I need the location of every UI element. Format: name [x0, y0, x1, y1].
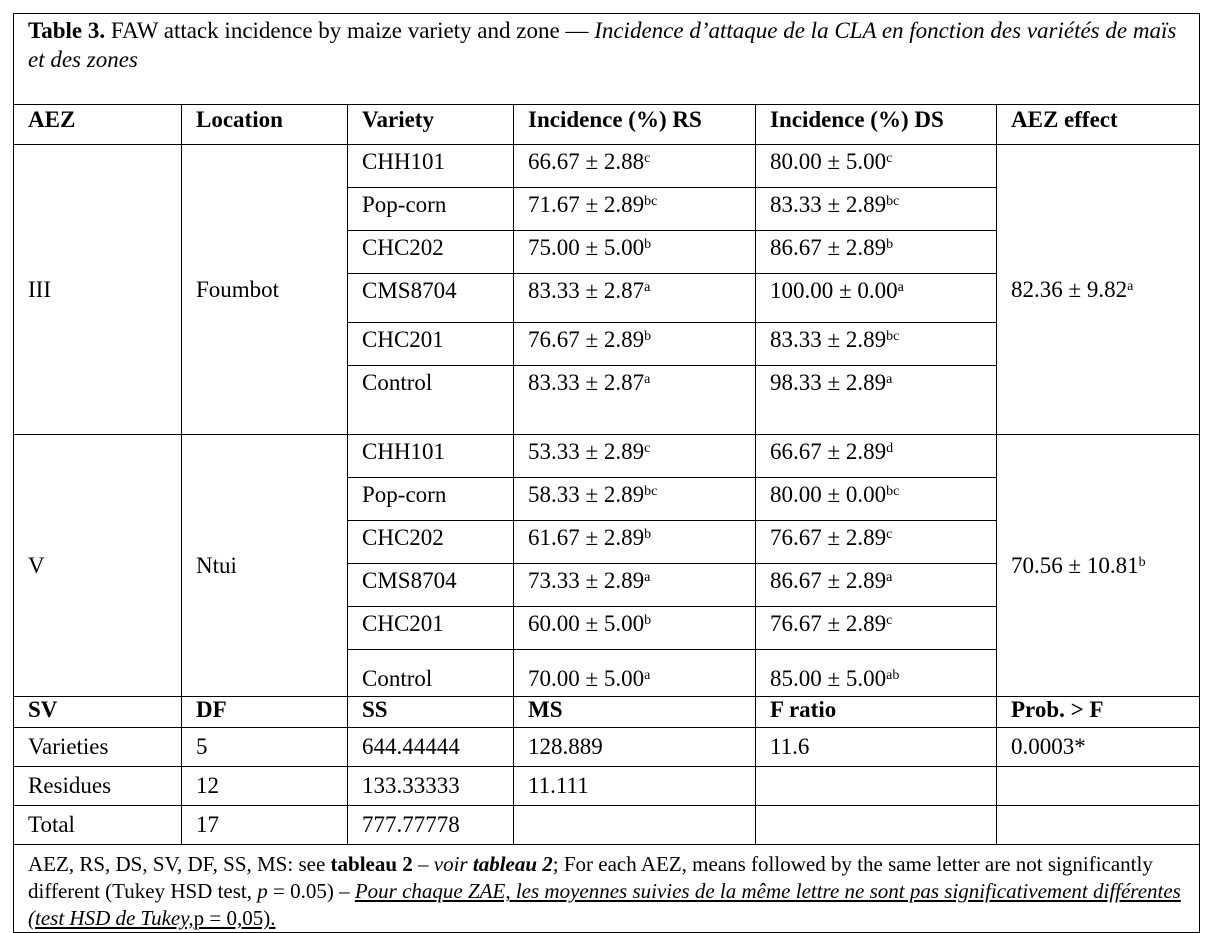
- variety-cell: CMS8704: [348, 274, 514, 323]
- table-row: [14, 435, 1200, 478]
- anova-header-f-ratio: F ratio: [756, 697, 997, 728]
- rs-cell: 76.67 ± 2.89$^b$: [514, 323, 756, 366]
- anova-cell: 12: [182, 767, 348, 806]
- variety-cell: CMS8704: [348, 564, 514, 607]
- ds-cell: 76.67 ± 2.89$^c$: [756, 521, 997, 564]
- anova-cell: 5: [182, 728, 348, 767]
- aez-cell: V: [14, 435, 182, 697]
- anova-cell: 11.6: [756, 728, 997, 767]
- header-location: Location: [182, 105, 348, 145]
- caption-french: Incidence d’attaque de la CLA en fonction des variétés de maïs et des zones: [28, 18, 1177, 72]
- location-cell: Ntui: [182, 435, 348, 697]
- ds-cell: 66.67 ± 2.89$^d$: [756, 435, 997, 478]
- aez-cell: III: [14, 145, 182, 435]
- header-incidence-rs: Incidence (%) RS: [514, 105, 756, 145]
- variety-cell: CHH101: [348, 145, 514, 188]
- ds-cell: 86.67 ± 2.89$^a$: [756, 564, 997, 607]
- aez-effect-cell: 82.36 ± 9.82$^a$: [997, 145, 1200, 435]
- anova-cell: 133.33333: [348, 767, 514, 806]
- ds-cell: 83.33 ± 2.89$^{bc}$: [756, 323, 997, 366]
- anova-cell: [997, 767, 1200, 806]
- anova-header-sv: SV: [14, 697, 182, 728]
- incidence-table: [13, 13, 1200, 933]
- aez-effect-cell: 70.56 ± 10.81$^b$: [997, 435, 1200, 697]
- anova-cell: 0.0003*: [997, 728, 1200, 767]
- rs-cell: 70.00 ± 5.00$^a$: [514, 650, 756, 697]
- anova-cell: 777.77778: [348, 806, 514, 845]
- variety-cell: Control: [348, 650, 514, 697]
- rs-cell: 61.67 ± 2.89$^b$: [514, 521, 756, 564]
- ds-cell: 100.00 ± 0.00$^a$: [756, 274, 997, 323]
- ds-cell: 85.00 ± 5.00$^{ab}$: [756, 650, 997, 697]
- anova-cell: [997, 806, 1200, 845]
- anova-cell: [514, 806, 756, 845]
- anova-header-row: [14, 697, 1200, 728]
- rs-cell: 58.33 ± 2.89$^{bc}$: [514, 478, 756, 521]
- anova-cell: [756, 767, 997, 806]
- header-variety: Variety: [348, 105, 514, 145]
- variety-cell: Control: [348, 366, 514, 435]
- rs-cell: 53.33 ± 2.89$^c$: [514, 435, 756, 478]
- variety-cell: Pop-corn: [348, 478, 514, 521]
- variety-cell: CHH101: [348, 435, 514, 478]
- anova-header-df: DF: [182, 697, 348, 728]
- anova-header-ss: SS: [348, 697, 514, 728]
- anova-cell: 128.889: [514, 728, 756, 767]
- rs-cell: 73.33 ± 2.89$^a$: [514, 564, 756, 607]
- anova-header-prob: Prob. > F: [997, 697, 1200, 728]
- header-aez-effect: AEZ effect: [997, 105, 1200, 145]
- header-row: [14, 105, 1200, 145]
- rs-cell: 75.00 ± 5.00$^b$: [514, 231, 756, 274]
- variety-cell: CHC202: [348, 521, 514, 564]
- anova-cell: 17: [182, 806, 348, 845]
- caption-label: Table 3.: [28, 18, 106, 43]
- variety-cell: CHC202: [348, 231, 514, 274]
- anova-cell: Total: [14, 806, 182, 845]
- rs-cell: 83.33 ± 2.87$^a$: [514, 366, 756, 435]
- rs-cell: 83.33 ± 2.87$^a$: [514, 274, 756, 323]
- anova-cell: Residues: [14, 767, 182, 806]
- caption-english: FAW attack incidence by maize variety and zone —: [110, 18, 589, 43]
- rs-cell: 60.00 ± 5.00$^b$: [514, 607, 756, 650]
- anova-cell: 644.44444: [348, 728, 514, 767]
- ds-cell: 80.00 ± 0.00$^{bc}$: [756, 478, 997, 521]
- anova-cell: Varieties: [14, 728, 182, 767]
- ds-cell: 86.67 ± 2.89$^b$: [756, 231, 997, 274]
- anova-cell: 11.111: [514, 767, 756, 806]
- header-incidence-ds: Incidence (%) DS: [756, 105, 997, 145]
- ds-cell: 83.33 ± 2.89$^{bc}$: [756, 188, 997, 231]
- table-caption: [14, 14, 1200, 105]
- table-footnote: AEZ, RS, DS, SV, DF, SS, MS: see tableau 2 – voir tableau 2; For each AEZ, means followed by the same letter are not significantly different (Tukey HSD test, p = 0.05) – Pour chaque ZAE, les moyennes suivies de la même lettre ne sont pas significativement différentes (test HSD de Tukey,p = 0,05).: [14, 845, 1200, 933]
- table-row: [14, 145, 1200, 188]
- anova-row: [14, 806, 1200, 845]
- anova-row: [14, 728, 1200, 767]
- header-aez: AEZ: [14, 105, 182, 145]
- ds-cell: 98.33 ± 2.89$^a$: [756, 366, 997, 435]
- ds-cell: 80.00 ± 5.00$^c$: [756, 145, 997, 188]
- anova-header-ms: MS: [514, 697, 756, 728]
- anova-cell: [756, 806, 997, 845]
- ds-cell: 76.67 ± 2.89$^c$: [756, 607, 997, 650]
- variety-cell: Pop-corn: [348, 188, 514, 231]
- variety-cell: CHC201: [348, 323, 514, 366]
- variety-cell: CHC201: [348, 607, 514, 650]
- anova-row: [14, 767, 1200, 806]
- location-cell: Foumbot: [182, 145, 348, 435]
- rs-cell: 66.67 ± 2.88$^c$: [514, 145, 756, 188]
- rs-cell: 71.67 ± 2.89$^{bc}$: [514, 188, 756, 231]
